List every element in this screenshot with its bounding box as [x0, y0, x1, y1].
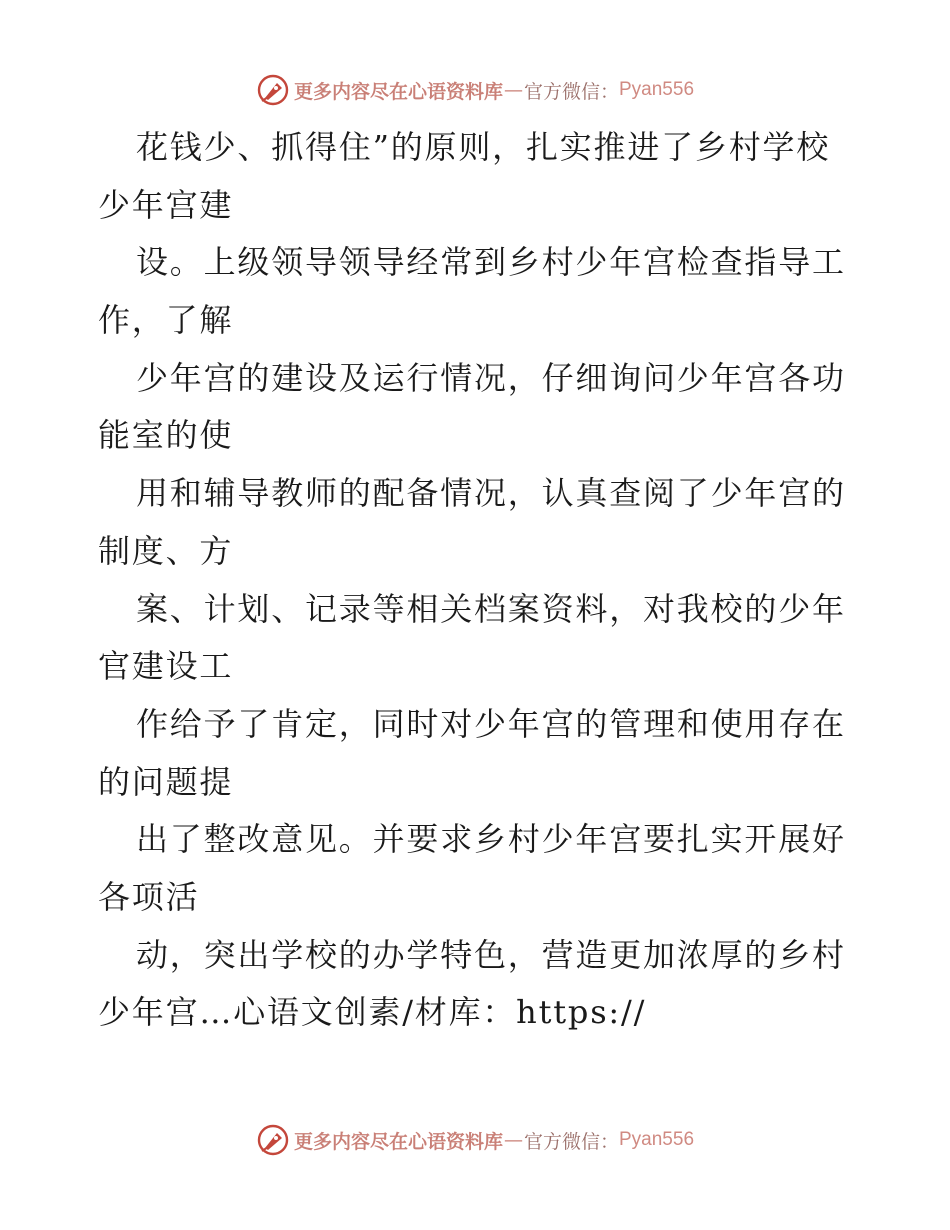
text-line: 官建设工: [98, 647, 234, 686]
text-line: 少年宫的建设及运行情况，仔细询问少年宫各功: [136, 358, 846, 397]
text-line: 作给予了肯定，同时对少年宫的管理和使用存在: [136, 704, 846, 743]
text-line: 制度、方: [98, 531, 234, 570]
text-line: 用和辅导教师的配备情况，认真查阅了少年宫的: [136, 474, 846, 513]
banner-official-label: 官方微信：: [523, 1130, 619, 1153]
document-body: [98, 119, 858, 1042]
banner-official-label: 官方微信：: [523, 80, 619, 103]
banner-brand-text: 更多内容尽在心语资料库: [293, 1130, 503, 1153]
text-line: 少年宫建: [98, 185, 234, 224]
text-line: 的问题提: [98, 762, 234, 801]
text-line: 少年宫…心语文创素/材库：https://: [98, 993, 647, 1032]
banner-wechat-id: Pyan556: [619, 79, 695, 100]
header-banner: [0, 70, 950, 110]
pen-nib-logo-icon: [256, 73, 290, 107]
text-line: 案、计划、记录等相关档案资料，对我校的少年: [136, 589, 846, 628]
text-line: 出了整改意见。并要求乡村少年宫要扎实开展好: [136, 820, 846, 859]
pen-nib-logo-icon: [256, 1123, 290, 1157]
text-line: 各项活: [98, 877, 200, 916]
banner-dash: —: [503, 1129, 523, 1151]
banner-brand-text: 更多内容尽在心语资料库: [293, 80, 503, 103]
banner-dash: —: [503, 79, 523, 101]
text-line: 设。上级领导领导经常到乡村少年宫检查指导工: [136, 243, 846, 282]
text-line: 能室的使: [98, 416, 234, 455]
text-line: 动，突出学校的办学特色，营造更加浓厚的乡村: [136, 935, 846, 974]
text-line: 花钱少、抓得住”的原则，扎实推进了乡村学校: [136, 128, 831, 166]
text-line: 作，了解: [98, 301, 234, 340]
banner-wechat-id: Pyan556: [619, 1129, 695, 1150]
footer-banner: [0, 1120, 950, 1160]
